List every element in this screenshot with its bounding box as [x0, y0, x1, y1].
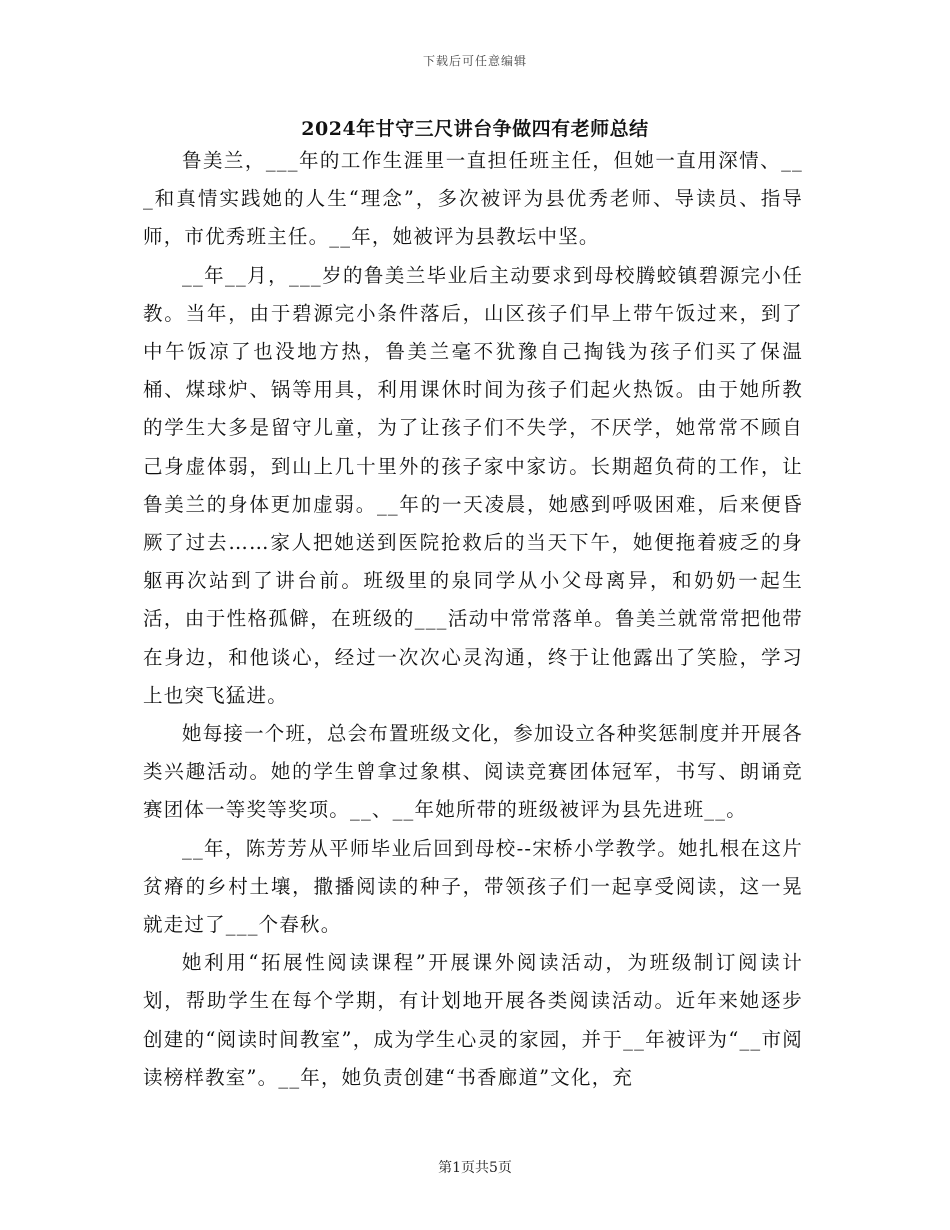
- paragraph-2: __年__月，___岁的鲁美兰毕业后主动要求到母校腾蛟镇碧源完小任教。当年，由于碧源完小条件落后，山区孩子们早上带午饭过来，到了中午饭凉了也没地方热，鲁美兰毫不犹豫自己掏钱为孩子们买了保温桶、煤球炉、锅等用具，利用课休时间为孩子们起火热饭。由于她所教的学生大多是留守儿童，为了让孩子们不失学，不厌学，她常常不顾自己身虚体弱，到山上几十里外的孩子家中家访。长期超负荷的工作，让鲁美兰的身体更加虚弱。__年的一天凌晨，她感到呼吸困难，后来便昏厥了过去……家人把她送到医院抢救后的当天下午，她便拖着疲乏的身躯再次站到了讲台前。班级里的泉同学从小父母离异，和奶奶一起生活，由于性格孤僻，在班级的___活动中常常落单。鲁美兰就常常把他带在身边，和他谈心，经过一次次心灵沟通，终于让他露出了笑脸，学习上也突飞猛进。: [143, 263, 803, 707]
- page-header-note: 下载后可任意编辑: [422, 54, 527, 68]
- document-body: [143, 142, 803, 1097]
- document-title: 2024年甘守三尺讲台争做四有老师总结: [301, 118, 649, 140]
- paragraph-5: 她利用“拓展性阅读课程”开展课外阅读活动，为班级制订阅读计划，帮助学生在每个学期，有计划地开展各类阅读活动。近年来她逐步创建的“阅读时间教室”，成为学生心灵的家园，并于__年被评为“__市阅读榜样教室”。__年，她负责创建“书香廊道”文化，充: [143, 951, 803, 1089]
- paragraph-4: __年，陈芳芳从平师毕业后回到母校--宋桥小学教学。她扎根在这片贫瘠的乡村土壤，撒播阅读的种子，带领孩子们一起享受阅读，这一晃就走过了___个春秋。: [143, 836, 803, 937]
- paragraph-1: 鲁美兰，___年的工作生涯里一直担任班主任，但她一直用深情、___和真情实践她的人生“理念”，多次被评为县优秀老师、导读员、指导师，市优秀班主任。__年，她被评为县教坛中坚。: [143, 149, 803, 249]
- page-number: 第1页共5页: [438, 1160, 512, 1176]
- paragraph-3: 她每接一个班，总会布置班级文化，参加设立各种奖惩制度并开展各类兴趣活动。她的学生曾拿过象棋、阅读竞赛团体冠军，书写、朗诵竞赛团体一等奖等奖项。__、__年她所带的班级被评为县先进班__。: [143, 722, 804, 822]
